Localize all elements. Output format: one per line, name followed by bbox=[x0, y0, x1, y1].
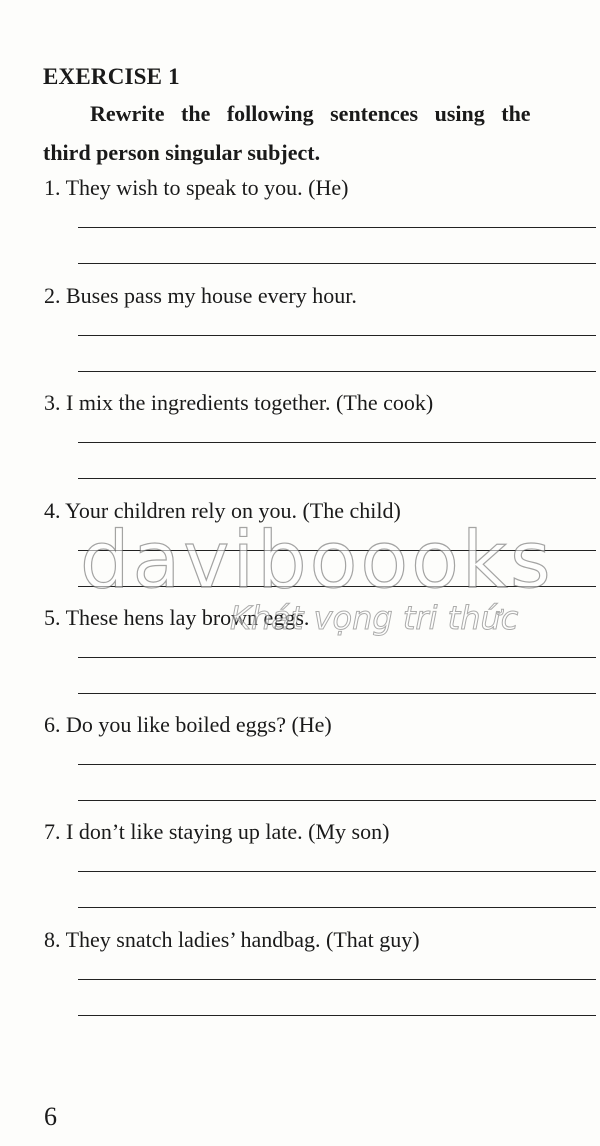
watermark-brand: daviboooks bbox=[80, 516, 554, 606]
answer-line[interactable] bbox=[78, 1015, 596, 1016]
question-text: 5. These hens lay brown eggs. bbox=[44, 605, 310, 630]
answer-line[interactable] bbox=[78, 871, 596, 872]
answer-line[interactable] bbox=[78, 764, 596, 765]
question-item bbox=[0, 283, 600, 388]
question-text: 2. Buses pass my house every hour. bbox=[44, 283, 357, 308]
question-text: 4. Your children rely on you. (The child) bbox=[44, 498, 401, 523]
question-text: 6. Do you like boiled eggs? (He) bbox=[44, 712, 332, 737]
question-text: 3. I mix the ingredients together. (The cook) bbox=[44, 390, 434, 415]
question-text: 1. They wish to speak to you. (He) bbox=[44, 175, 349, 200]
page-number: 6 bbox=[44, 1102, 57, 1131]
answer-line[interactable] bbox=[78, 979, 596, 980]
question-item bbox=[0, 819, 600, 924]
question-item bbox=[0, 712, 600, 817]
answer-line[interactable] bbox=[78, 227, 596, 228]
answer-line[interactable] bbox=[78, 693, 596, 694]
answer-line[interactable] bbox=[78, 371, 596, 372]
watermark-tagline: Khát vọng tri thức bbox=[230, 599, 519, 637]
answer-line[interactable] bbox=[78, 263, 596, 264]
question-text: 7. I don’t like staying up late. (My son) bbox=[44, 819, 390, 844]
answer-line[interactable] bbox=[78, 335, 596, 336]
exercise-title: EXERCISE 1 bbox=[43, 64, 180, 89]
answer-line[interactable] bbox=[78, 442, 596, 443]
answer-line[interactable] bbox=[78, 478, 596, 479]
answer-line[interactable] bbox=[78, 657, 596, 658]
question-text: 8. They snatch ladies’ handbag. (That guy) bbox=[44, 927, 420, 952]
answer-line[interactable] bbox=[78, 800, 596, 801]
question-item bbox=[0, 927, 600, 1032]
answer-line[interactable] bbox=[78, 907, 596, 908]
question-item bbox=[0, 390, 600, 495]
question-item bbox=[0, 175, 600, 280]
instruction-line-1: Rewrite the following sentences using the bbox=[90, 101, 531, 126]
instruction-line-2: third person singular subject. bbox=[43, 140, 321, 165]
